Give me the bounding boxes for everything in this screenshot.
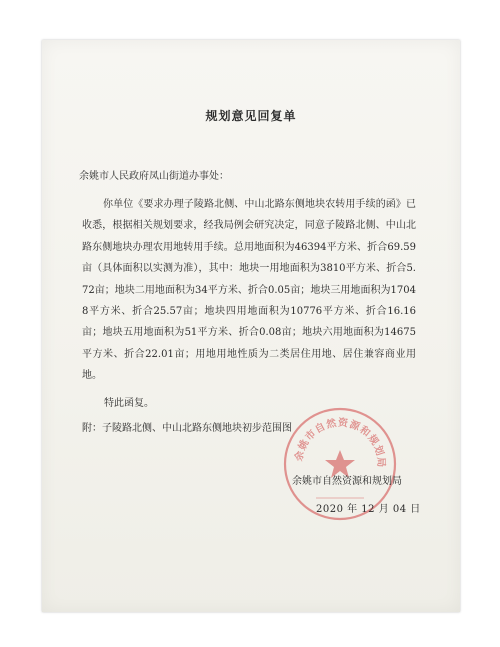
issuer-name: 余姚市自然资源和规划局	[292, 476, 402, 487]
document-page	[42, 40, 460, 612]
attachment-line: 附：子陵路北侧、中山北路东侧地块初步范围图	[82, 423, 292, 434]
issue-date: 2020 年 12 月 04 日	[316, 504, 421, 515]
seal-text: 余姚市自然资源和规划局	[293, 417, 387, 469]
body-paragraph: 你单位《要求办理子陵路北侧、中山北路东侧地块农转用手续的函》已收悉，根据相关规划要求，经我局例会研究决定，同意子陵路北侧、中山北路东侧地块办理农用地转用手续。总用地面积为46394平方米、折合69.59亩（具体面积以实测为准），其中：地块一用地面积为3810平方米、折合5.72亩；地块二用地面积为34平方米、折合0.05亩；地块三用地面积为17048平方米、折合25.57亩；地块四用地面积为10776平方米、折合16.16亩；地块五用地面积为51平方米、折合0.08亩；地块六用地面积为14675平方米、折合22.01亩；用地用地性质为二类居住用地、居住兼容商业用地。	[82, 199, 416, 382]
closing-line: 特此函复。	[104, 398, 154, 409]
document-title: 规划意见回复单	[205, 109, 297, 123]
addressee: 余姚市人民政府凤山街道办事处：	[79, 171, 229, 182]
